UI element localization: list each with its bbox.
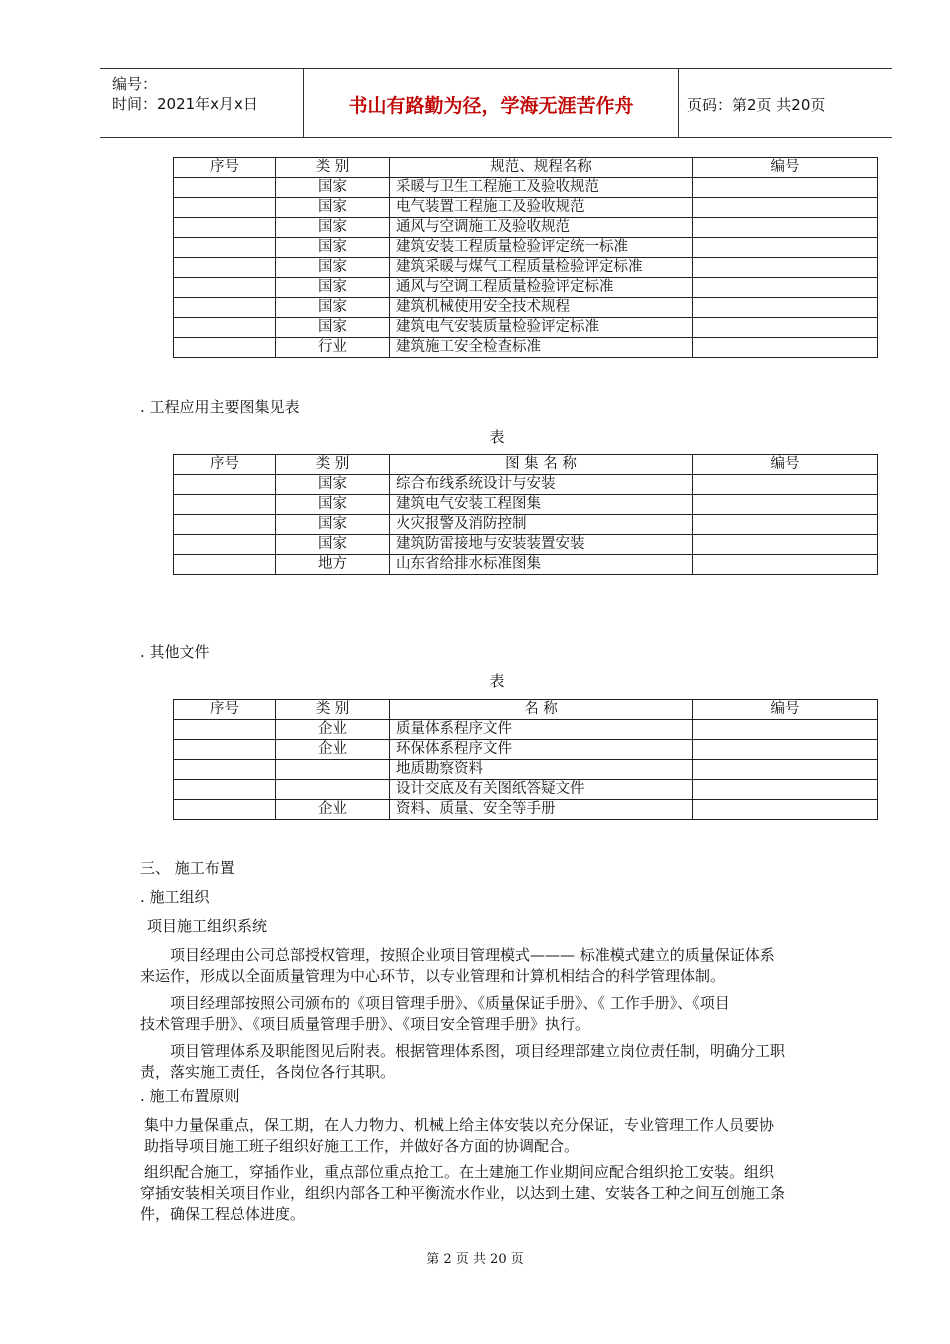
table-cell — [693, 298, 878, 318]
header-cell: 类 别 — [276, 455, 390, 475]
header-cell: 类 别 — [276, 700, 390, 720]
table-row — [174, 258, 878, 278]
table-cell: 国家 — [276, 218, 390, 238]
table-cell — [174, 780, 276, 800]
paragraph — [140, 993, 860, 1035]
section3-heading: 三、 施工布置 — [140, 859, 235, 877]
table-cell — [693, 318, 878, 338]
table-cell: 建筑防雷接地与安装装置安装 — [390, 535, 693, 555]
table-cell: 国家 — [276, 278, 390, 298]
paragraph-line: 助指导项目施工班子组织好施工工作，并做好各方面的协调配合。 — [144, 1137, 580, 1155]
table-cell — [693, 278, 878, 298]
table-row — [174, 535, 878, 555]
table-row — [174, 495, 878, 515]
table-cell — [693, 800, 878, 820]
page-footer: 第 2 页 共 20 页 — [426, 1252, 524, 1267]
paragraph-line: 技术管理手册》、《项目质量管理手册》、《项目安全管理手册》执行。 — [140, 1015, 591, 1033]
table-row — [174, 720, 878, 740]
table-cell: 行业 — [276, 338, 390, 358]
table-row — [174, 298, 878, 318]
table-cell: 国家 — [276, 495, 390, 515]
paragraph-line: 件，确保工程总体进度。 — [140, 1205, 306, 1223]
paragraph-line: 责，落实施工责任，各岗位各行其职。 — [140, 1063, 396, 1081]
sub-principle-heading: . 施工布置原则 — [140, 1087, 240, 1105]
table-cell — [174, 258, 276, 278]
section-other-heading: . 其他文件 — [140, 643, 210, 661]
table-cell: 通风与空调施工及验收规范 — [390, 218, 693, 238]
table-cell — [174, 318, 276, 338]
table-cell — [693, 720, 878, 740]
paragraph-line: 来运作，形成以全面质量管理为中心环节，以专业管理和计算机相结合的科学管理体制。 — [140, 967, 726, 985]
table-cell — [174, 198, 276, 218]
table-row — [174, 338, 878, 358]
table-cell: 国家 — [276, 318, 390, 338]
document-header — [100, 68, 892, 138]
table-row — [174, 760, 878, 780]
table-row — [174, 780, 878, 800]
table-row — [174, 198, 878, 218]
table-cell: 质量体系程序文件 — [390, 720, 693, 740]
table-cell: 国家 — [276, 515, 390, 535]
header-meta-cell — [100, 69, 304, 137]
table-cell — [174, 800, 276, 820]
table-cell: 设计交底及有关图纸答疑文件 — [390, 780, 693, 800]
paragraph-line: 组织配合施工，穿插作业，重点部位重点抢工。在土建施工作业期间应配合组织抢工安装。组织 — [144, 1163, 775, 1181]
drawings-table — [173, 454, 878, 575]
table-cell — [174, 475, 276, 495]
motto: 书山有路勤为径，学海无涯苦作舟 — [348, 95, 634, 117]
header-cell: 编号 — [693, 158, 878, 178]
table-cell — [693, 198, 878, 218]
table-cell — [174, 238, 276, 258]
paragraph-line: 项目管理体系及职能图见后附表。根据管理体系图，项目经理部建立岗位责任制，明确分工职 — [170, 1042, 786, 1060]
table-cell — [693, 178, 878, 198]
table-cell: 企业 — [276, 740, 390, 760]
table-row — [174, 475, 878, 495]
section-drawings-heading: . 工程应用主要图集见表 — [140, 398, 300, 416]
table-cell: 企业 — [276, 800, 390, 820]
header-cell: 图 集 名 称 — [390, 455, 693, 475]
header-cell: 编号 — [693, 455, 878, 475]
table-cell — [174, 178, 276, 198]
table2-caption: 表 — [489, 428, 505, 446]
header-page-cell — [679, 69, 892, 137]
number-label: 编号： — [112, 75, 158, 93]
table-cell — [693, 555, 878, 575]
table-row — [174, 555, 878, 575]
table-cell: 采暖与卫生工程施工及验收规范 — [390, 178, 693, 198]
table-cell — [693, 238, 878, 258]
standards-table — [173, 157, 878, 358]
table-header-row — [174, 158, 878, 178]
table-row — [174, 800, 878, 820]
time-label: 时间：2021年x月x日 — [112, 95, 258, 113]
table-cell: 山东省给排水标准图集 — [390, 555, 693, 575]
table-cell: 资料、质量、安全等手册 — [390, 800, 693, 820]
table-row — [174, 515, 878, 535]
header-cell: 类 别 — [276, 158, 390, 178]
table-cell — [174, 338, 276, 358]
header-cell: 规范、规程名称 — [390, 158, 693, 178]
table-cell — [174, 515, 276, 535]
table-cell: 企业 — [276, 720, 390, 740]
table-cell: 国家 — [276, 238, 390, 258]
table-cell — [276, 760, 390, 780]
table-row — [174, 238, 878, 258]
paragraph-line: 穿插安装相关项目作业，组织内部各工种平衡流水作业，以达到土建、安装各工种之间互创施工条 — [140, 1184, 786, 1202]
paragraph — [140, 1162, 860, 1225]
table-cell: 国家 — [276, 178, 390, 198]
table-row — [174, 318, 878, 338]
table-header-row — [174, 455, 878, 475]
table-row — [174, 218, 878, 238]
paragraph — [140, 945, 860, 987]
table-cell — [693, 218, 878, 238]
table-cell — [174, 278, 276, 298]
header-motto-cell — [304, 69, 679, 137]
sub-org-heading: . 施工组织 — [140, 888, 210, 906]
table-cell — [693, 495, 878, 515]
table-cell — [174, 495, 276, 515]
paragraph — [140, 1041, 860, 1083]
other-files-table — [173, 699, 878, 820]
table-cell: 国家 — [276, 258, 390, 278]
table-cell: 综合布线系统设计与安装 — [390, 475, 693, 495]
table-cell — [693, 515, 878, 535]
table-cell: 地质勘察资料 — [390, 760, 693, 780]
table-cell — [693, 475, 878, 495]
table-cell: 建筑电气安装质量检验评定标准 — [390, 318, 693, 338]
table-row — [174, 278, 878, 298]
paragraph-line: 集中力量保重点，保工期，在人力物力、机械上给主体安装以充分保证，专业管理工作人员要协 — [144, 1116, 775, 1134]
table-cell: 环保体系程序文件 — [390, 740, 693, 760]
table-cell: 国家 — [276, 535, 390, 555]
header-cell: 序号 — [174, 700, 276, 720]
table-row — [174, 740, 878, 760]
paragraph-line: 项目经理部按照公司颁布的《项目管理手册》、《质量保证手册》、《 工作手册》、《项目 — [170, 994, 730, 1012]
table-cell — [174, 298, 276, 318]
table-cell — [693, 760, 878, 780]
table-row — [174, 178, 878, 198]
table-cell: 国家 — [276, 298, 390, 318]
table-cell — [174, 720, 276, 740]
table-cell: 国家 — [276, 198, 390, 218]
table-cell — [693, 258, 878, 278]
table-cell: 建筑电气安装工程图集 — [390, 495, 693, 515]
header-cell: 序号 — [174, 158, 276, 178]
table-cell: 火灾报警及消防控制 — [390, 515, 693, 535]
header-cell: 名 称 — [390, 700, 693, 720]
table-cell — [174, 555, 276, 575]
table-cell — [693, 780, 878, 800]
table-cell — [693, 338, 878, 358]
table-cell: 电气装置工程施工及验收规范 — [390, 198, 693, 218]
table-cell — [174, 740, 276, 760]
paragraph-line: 项目经理由公司总部授权管理，按照企业项目管理模式——— 标准模式建立的质量保证体系 — [170, 946, 775, 964]
table-cell: 建筑采暖与煤气工程质量检验评定标准 — [390, 258, 693, 278]
table-cell: 国家 — [276, 475, 390, 495]
table-cell: 地方 — [276, 555, 390, 575]
table-cell — [174, 760, 276, 780]
header-cell: 编号 — [693, 700, 878, 720]
sub-system-heading: 项目施工组织系统 — [147, 917, 268, 935]
table-cell: 建筑安装工程质量检验评定统一标准 — [390, 238, 693, 258]
table-cell — [276, 780, 390, 800]
table3-caption: 表 — [489, 672, 505, 690]
table-cell — [693, 740, 878, 760]
page-label: 页码：第2页 共20页 — [687, 96, 826, 114]
table-cell — [174, 535, 276, 555]
table-cell: 建筑施工安全检查标准 — [390, 338, 693, 358]
header-cell: 序号 — [174, 455, 276, 475]
table-cell: 通风与空调工程质量检验评定标准 — [390, 278, 693, 298]
table-cell — [174, 218, 276, 238]
paragraph — [144, 1115, 864, 1157]
table-cell: 建筑机械使用安全技术规程 — [390, 298, 693, 318]
table-header-row — [174, 700, 878, 720]
table-cell — [693, 535, 878, 555]
